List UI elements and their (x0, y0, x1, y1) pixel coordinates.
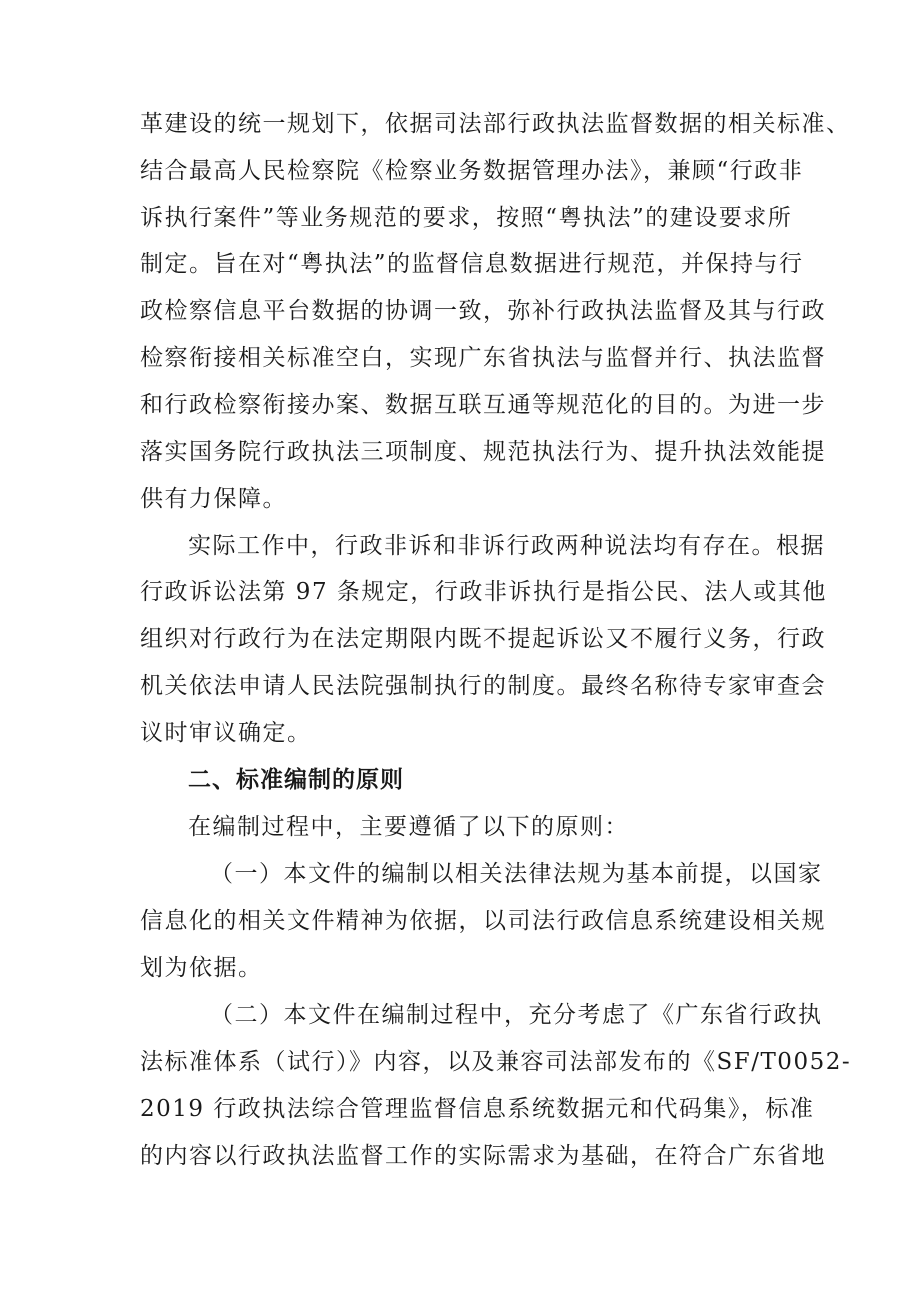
text-line-23: 的内容以行政执法监督工作的实际需求为基础，在符合广东省地 (140, 1143, 826, 1169)
text-line-12: 组织对行政行为在法定期限内既不提起诉讼又不履行义务，行政 (140, 626, 826, 652)
text-line-8: 落实国务院行政执法三项制度、规范执法行为、提升执法效能提 (140, 439, 826, 465)
section-heading: 二、标准编制的原则 (188, 767, 404, 793)
text-line-5: 政检察信息平台数据的协调一致，弥补行政执法监督及其与行政 (140, 298, 826, 324)
text-line-7: 和行政检察衔接办案、数据互联互通等规范化的目的。为进一步 (140, 392, 826, 418)
text-line-6: 检察衔接相关标准空白，实现广东省执法与监督并行、执法监督 (140, 345, 826, 371)
text-line-1: 革建设的统一规划下，依据司法部行政执法监督数据的相关标准、 (140, 111, 851, 137)
text-line-4: 制定。旨在对“粤执法”的监督信息数据进行规范，并保持与行 (140, 251, 804, 277)
text-line-18: 信息化的相关文件精神为依据，以司法行政信息系统建设相关规 (140, 908, 826, 934)
text-line-13: 机关依法申请人民法院强制执行的制度。最终名称待专家审查会 (140, 673, 826, 699)
text-line-10: 实际工作中，行政非诉和非诉行政两种说法均有存在。根据 (188, 533, 825, 559)
text-line-16: 在编制过程中，主要遵循了以下的原则： (188, 814, 629, 840)
text-line-19: 划为依据。 (140, 955, 263, 981)
text-line-9: 供有力保障。 (140, 486, 287, 512)
text-line-3: 诉执行案件”等业务规范的要求，按照“粤执法”的建设要求所 (140, 205, 793, 231)
text-line-21: 法标准体系（试行）》内容，以及兼容司法部发布的《SF/T0052- (140, 1049, 852, 1075)
text-line-20: （二）本文件在编制过程中，充分考虑了《广东省行政执 (210, 1002, 823, 1028)
text-line-14: 议时审议确定。 (140, 720, 312, 746)
text-line-2: 结合最高人民检察院《检察业务数据管理办法》，兼顾“行政非 (140, 158, 804, 184)
text-line-17: （一）本文件的编制以相关法律法规为基本前提，以国家 (210, 861, 823, 887)
text-line-11: 行政诉讼法第 97 条规定，行政非诉执行是指公民、法人或其他 (140, 579, 827, 605)
text-line-22: 2019 行政执法综合管理监督信息系统数据元和代码集》，标准 (140, 1096, 815, 1122)
